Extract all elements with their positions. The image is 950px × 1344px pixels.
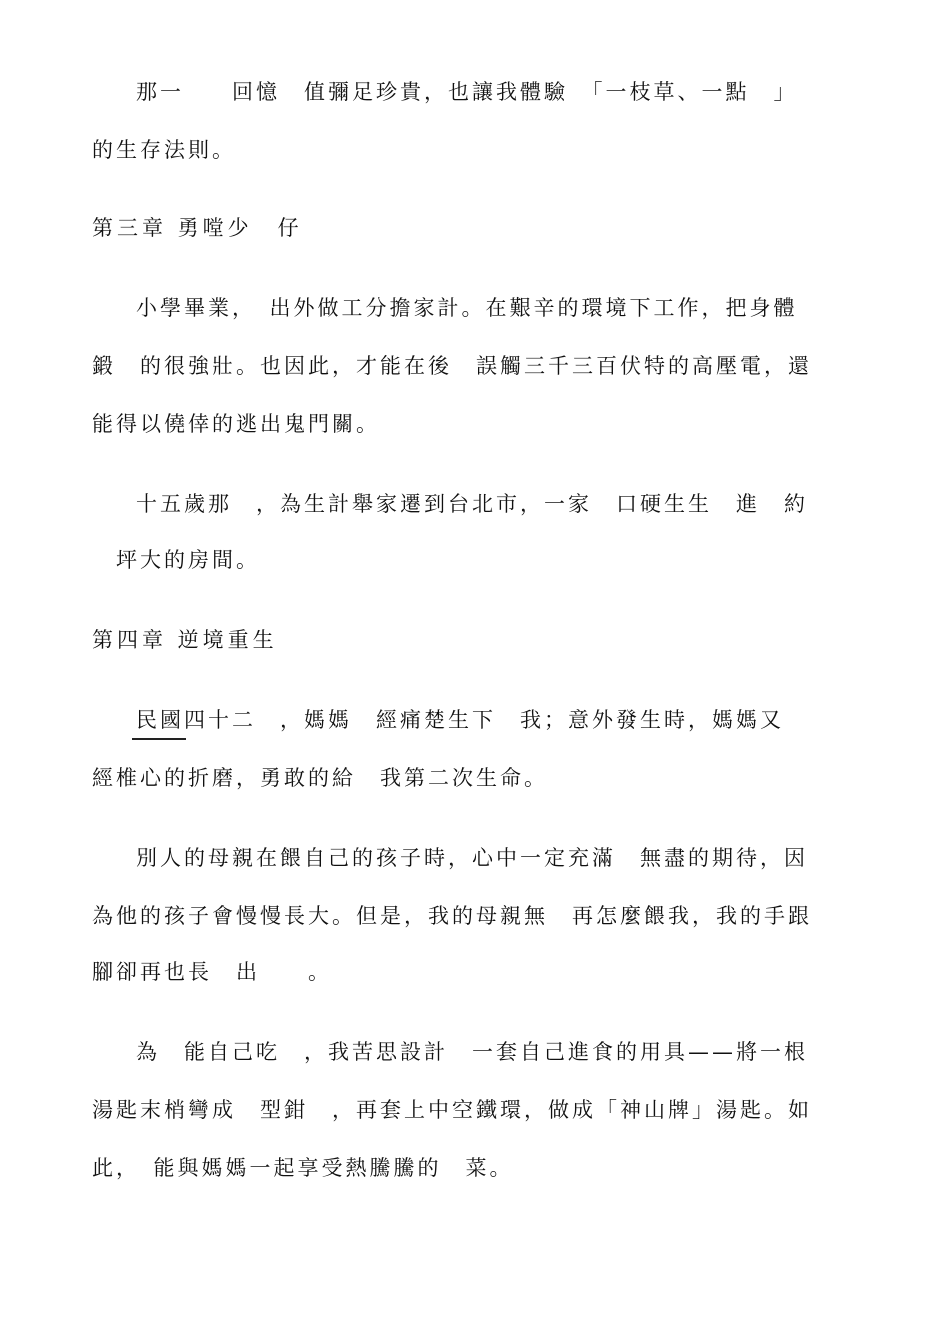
paragraph-line: 坪大的房間。: [92, 548, 260, 572]
chapter-heading: 第四章 逆境重生: [92, 628, 278, 652]
paragraph-line: 的生存法則。: [92, 138, 236, 162]
paragraph-line: 民國四十二 ，媽媽 經痛楚生下 我；意外發生時，媽媽又: [136, 708, 784, 732]
paragraph-line: 經椎心的折磨，勇敢的給 我第二次生命。: [92, 766, 548, 790]
paragraph-line: 能得以僥倖的逃出鬼門關。: [92, 412, 380, 436]
chapter-heading: 第三章 勇嘡少 仔: [92, 216, 303, 240]
paragraph-line: 此， 能與媽媽一起享受熱騰騰的 菜。: [92, 1156, 514, 1180]
paragraph-line: 鍛 的很強壯。也因此，才能在後 誤觸三千三百伏特的高壓電，還: [92, 354, 812, 378]
paragraph-line: 為他的孩子會慢慢長大。但是，我的母親無 再怎麼餵我，我的手跟: [92, 904, 812, 928]
paragraph-line: 為 能自己吃 ，我苦思設計 一套自己進食的用具——將一根: [136, 1040, 808, 1064]
paragraph-line: 湯匙末梢彎成 型鉗 ，再套上中空鐵環，做成「神山牌」湯匙。如: [92, 1098, 812, 1122]
paragraph-line: 腳卻再也長 出 。: [92, 960, 332, 984]
paragraph-line: 十五歲那 ，為生計舉家遷到台北市，一家 口硬生生 進 約: [136, 492, 808, 516]
paragraph-line: 那一 回憶 值彌足珍貴，也讓我體驗 「一枝草、一點 」: [136, 80, 798, 104]
paragraph-line: 小學畢業， 出外做工分擔家計。在艱辛的環境下工作，把身體: [136, 296, 798, 320]
paragraph-line: 別人的母親在餵自己的孩子時，心中一定充滿 無盡的期待，因: [136, 846, 808, 870]
underline-mark: [132, 738, 186, 740]
